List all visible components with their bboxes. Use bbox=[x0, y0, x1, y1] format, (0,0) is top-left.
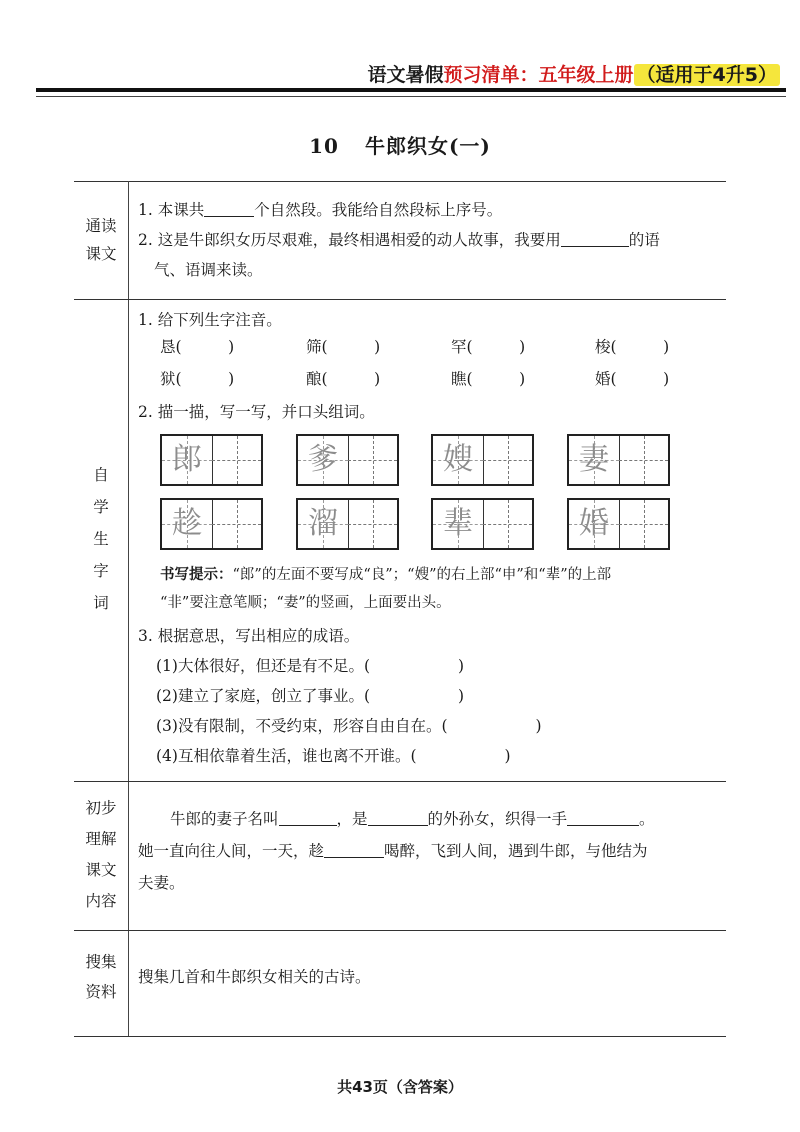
understand-line: 夫妻。 bbox=[138, 874, 185, 892]
writing-tip bbox=[160, 561, 611, 617]
understand-text: 喝醉，飞到人间，遇到牛郎，与他结为 bbox=[384, 842, 648, 860]
q2-continuation: 气、语调来读。 bbox=[154, 261, 263, 279]
header-part1: 语文暑假 bbox=[367, 64, 444, 86]
pinyin-char: 婚 bbox=[595, 370, 611, 388]
trace-char: 辈 bbox=[443, 506, 473, 541]
understand-line bbox=[138, 803, 726, 835]
understand-text: 她一直向往人间，一天，趁 bbox=[138, 842, 325, 860]
q1-text-end: 个自然段。我能给自然段标上序号。 bbox=[254, 201, 503, 219]
pinyin-blank[interactable]: ( ) bbox=[175, 370, 235, 388]
blank-field[interactable] bbox=[324, 839, 384, 858]
idiom-close: ) bbox=[504, 747, 511, 765]
understand-text: 。 bbox=[639, 810, 655, 828]
pinyin-char: 瞧 bbox=[451, 370, 467, 388]
label-char: 词 bbox=[93, 594, 109, 612]
idiom-text: (1)大体很好，但还是有不足。( bbox=[156, 657, 371, 675]
understand-text: ，是 bbox=[336, 810, 368, 828]
lesson-number: 10 bbox=[309, 134, 339, 158]
trace-char: 婚 bbox=[579, 506, 609, 541]
blank-field[interactable] bbox=[204, 198, 254, 217]
trace-question: 2. 描一描，写一写，并口头组词。 bbox=[138, 403, 375, 421]
pinyin-question: 1. 给下列生字注音。 bbox=[138, 311, 282, 329]
label-line: 课文 bbox=[85, 245, 117, 263]
lesson-name: 牛郎织女(一) bbox=[364, 134, 491, 158]
trace-box[interactable] bbox=[567, 498, 670, 550]
pinyin-blank[interactable]: ( ) bbox=[175, 338, 235, 356]
pinyin-blank[interactable]: ( ) bbox=[466, 370, 526, 388]
tip-line: “郎”的左面不要写成“良”；“嫂”的右上部“申”和“辈”的上部 bbox=[232, 567, 612, 583]
understand-line bbox=[138, 835, 726, 867]
pinyin-blank[interactable]: ( ) bbox=[610, 338, 670, 356]
page-footer: 共43页（含答案） bbox=[337, 1078, 463, 1096]
tip-label: 书写提示： bbox=[160, 567, 233, 583]
lesson-title bbox=[0, 130, 800, 159]
trace-box[interactable] bbox=[567, 434, 670, 486]
section-read-content bbox=[138, 195, 726, 285]
pinyin-item bbox=[160, 367, 234, 389]
section-read bbox=[74, 181, 726, 300]
header-part3: （适用于4升5） bbox=[634, 64, 780, 86]
section-collect bbox=[74, 930, 726, 1037]
q2-text-end: 的语 bbox=[628, 231, 660, 249]
idiom-close: ) bbox=[535, 717, 542, 735]
header-rule-thin bbox=[36, 96, 786, 97]
idiom-close: ) bbox=[458, 657, 465, 675]
pinyin-item bbox=[160, 335, 234, 357]
label-char: 字 bbox=[93, 562, 109, 580]
pinyin-item bbox=[306, 335, 380, 357]
trace-box[interactable] bbox=[431, 498, 534, 550]
idiom-text: (3)没有限制，不受约束，形容自由自在。( bbox=[156, 717, 448, 735]
pinyin-char: 梭 bbox=[595, 338, 611, 356]
section-understand bbox=[74, 781, 726, 931]
pinyin-item bbox=[595, 367, 669, 389]
question-2 bbox=[138, 225, 726, 255]
idiom-question: 3. 根据意思，写出相应的成语。 bbox=[138, 627, 360, 645]
trace-char: 妻 bbox=[579, 442, 609, 477]
idiom-item bbox=[138, 741, 726, 771]
label-line: 通读 bbox=[85, 217, 117, 235]
section-collect-label bbox=[74, 947, 128, 1007]
label-line: 内容 bbox=[85, 892, 117, 910]
pinyin-char: 罕 bbox=[451, 338, 467, 356]
tip-line: “非”要注意笔顺；“妻”的竖画，上面要出头。 bbox=[160, 595, 451, 611]
pinyin-blank[interactable]: ( ) bbox=[321, 370, 381, 388]
idiom-item bbox=[138, 681, 726, 711]
trace-box[interactable] bbox=[296, 434, 399, 486]
section-self-study bbox=[74, 299, 726, 782]
question-1 bbox=[138, 195, 726, 225]
idiom-text: (2)建立了家庭，创立了事业。( bbox=[156, 687, 371, 705]
idiom-section bbox=[138, 621, 726, 771]
pinyin-char: 筛 bbox=[306, 338, 322, 356]
understand-text: 的外孙女，织得一手 bbox=[427, 810, 568, 828]
idiom-text: (4)互相依靠着生活，谁也离不开谁。( bbox=[156, 747, 417, 765]
trace-char: 嫂 bbox=[443, 442, 473, 477]
collect-text: 搜集几首和牛郎织女相关的古诗。 bbox=[138, 968, 371, 986]
pinyin-char: 狱 bbox=[160, 370, 176, 388]
label-char: 自 bbox=[93, 466, 109, 484]
trace-question-wrap bbox=[138, 397, 726, 427]
label-char: 生 bbox=[93, 530, 109, 548]
label-line: 初步 bbox=[85, 799, 117, 817]
trace-box[interactable] bbox=[431, 434, 534, 486]
idiom-item bbox=[138, 651, 726, 681]
pinyin-char: 酿 bbox=[306, 370, 322, 388]
trace-box[interactable] bbox=[160, 434, 263, 486]
trace-box[interactable] bbox=[160, 498, 263, 550]
q2-text: 2. 这是牛郎织女历尽艰难，最终相遇相爱的动人故事，我要用 bbox=[138, 231, 561, 249]
pinyin-char: 恳 bbox=[160, 338, 176, 356]
section-understand-label bbox=[74, 793, 128, 917]
q1-text: 1. 本课共 bbox=[138, 201, 205, 219]
header-rule-thick bbox=[36, 88, 786, 92]
pinyin-blank[interactable]: ( ) bbox=[321, 338, 381, 356]
pinyin-item bbox=[306, 367, 380, 389]
self-study-content bbox=[138, 305, 726, 335]
collect-content bbox=[138, 962, 726, 992]
trace-char: 爹 bbox=[308, 442, 338, 477]
idiom-close: ) bbox=[458, 687, 465, 705]
blank-field[interactable] bbox=[567, 807, 639, 826]
understand-text: 牛郎的妻子名叫 bbox=[170, 810, 279, 828]
pinyin-blank[interactable]: ( ) bbox=[610, 370, 670, 388]
blank-field[interactable] bbox=[368, 807, 428, 826]
trace-char: 溜 bbox=[308, 506, 338, 541]
section-self-study-label bbox=[74, 459, 128, 619]
trace-char: 郎 bbox=[172, 442, 202, 477]
section-read-label bbox=[74, 212, 128, 268]
label-line: 搜集 bbox=[85, 953, 117, 971]
pinyin-item bbox=[451, 367, 525, 389]
header-title bbox=[368, 60, 780, 87]
pinyin-blank[interactable]: ( ) bbox=[466, 338, 526, 356]
blank-field[interactable] bbox=[561, 228, 629, 247]
label-char: 学 bbox=[93, 498, 109, 516]
pinyin-item bbox=[451, 335, 525, 357]
label-line: 资料 bbox=[85, 983, 117, 1001]
label-line: 课文 bbox=[85, 861, 117, 879]
idiom-item bbox=[138, 711, 726, 741]
trace-char: 趁 bbox=[172, 506, 202, 541]
trace-box[interactable] bbox=[296, 498, 399, 550]
blank-field[interactable] bbox=[279, 807, 337, 826]
pinyin-item bbox=[595, 335, 669, 357]
label-line: 理解 bbox=[85, 830, 117, 848]
understand-content bbox=[138, 803, 726, 899]
header-part2: 预习清单：五年级上册 bbox=[443, 64, 634, 86]
